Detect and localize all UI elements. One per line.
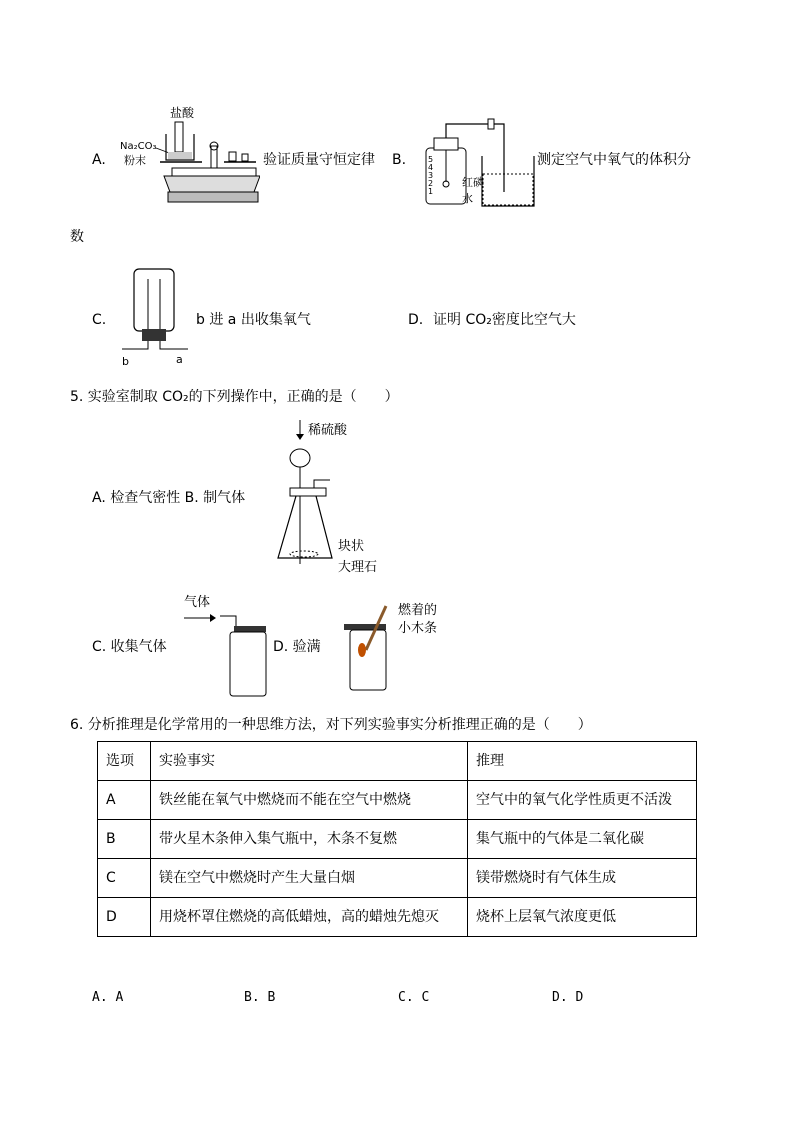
option-d-text: 证明 CO₂密度比空气大 bbox=[433, 312, 576, 328]
scale-1: 1 bbox=[428, 187, 434, 196]
gas-collection-figure bbox=[118, 265, 198, 369]
scale-3: 3 bbox=[428, 171, 434, 180]
label-a: a bbox=[176, 353, 183, 366]
q5-option-d: D. 验满 bbox=[273, 639, 321, 655]
option-b-text: 测定空气中氧气的体积分 bbox=[537, 152, 691, 168]
label-hcl: 盐酸 bbox=[170, 106, 195, 120]
label-acid: 稀硫酸 bbox=[308, 423, 348, 438]
option-d-letter: D. bbox=[408, 312, 424, 328]
q6-option-b: B. B bbox=[244, 990, 276, 1005]
q6-table bbox=[97, 741, 697, 937]
row-reasoning: 烧杯上层氧气浓度更低 bbox=[468, 898, 697, 937]
table-row bbox=[98, 898, 697, 937]
gas-generation-figure bbox=[272, 418, 392, 578]
label-na2co3: Na₂CO₃ bbox=[120, 141, 157, 152]
row-fact: 镁在空气中燃烧时产生大量白烟 bbox=[151, 859, 468, 898]
row-label: A bbox=[98, 781, 151, 820]
table-header-row bbox=[98, 742, 697, 781]
option-c-letter: C. bbox=[92, 312, 107, 328]
row-fact: 用烧杯罩住燃烧的高低蜡烛，高的蜡烛先熄灭 bbox=[151, 898, 468, 937]
option-b-text-cont: 数 bbox=[70, 229, 84, 245]
gas-bottle-figure bbox=[182, 592, 272, 698]
q5-option-c: C. 收集气体 bbox=[92, 639, 167, 655]
row-reasoning: 集气瓶中的气体是二氧化碳 bbox=[468, 820, 697, 859]
label-stick-2: 小木条 bbox=[398, 621, 438, 636]
row-label: C bbox=[98, 859, 151, 898]
header-option: 选项 bbox=[98, 742, 151, 781]
row-label: B bbox=[98, 820, 151, 859]
label-marble-1: 块状 bbox=[338, 539, 365, 554]
scale-5: 5 bbox=[428, 155, 434, 164]
table-row bbox=[98, 859, 697, 898]
row-label: D bbox=[98, 898, 151, 937]
header-fact: 实验事实 bbox=[151, 742, 468, 781]
q5-options-ab: A. 检查气密性 B. 制气体 bbox=[92, 490, 246, 506]
q6-stem: 6. 分析推理是化学常用的一种思维方法，对下列实验事实分析推理正确的是（ ） bbox=[70, 717, 592, 733]
label-gas: 气体 bbox=[184, 595, 211, 610]
row-reasoning: 空气中的氧气化学性质更不活泼 bbox=[468, 781, 697, 820]
label-powder: 粉末 bbox=[124, 154, 146, 167]
oxygen-volume-figure bbox=[418, 108, 538, 208]
label-b: b bbox=[122, 355, 129, 368]
table-row bbox=[98, 781, 697, 820]
option-c-text: b 进 a 出收集氧气 bbox=[196, 312, 311, 328]
q5-stem: 5. 实验室制取 CO₂的下列操作中，正确的是（ ） bbox=[70, 389, 399, 405]
row-fact: 铁丝能在氧气中燃烧而不能在空气中燃烧 bbox=[151, 781, 468, 820]
table-row bbox=[98, 820, 697, 859]
option-a-letter: A. bbox=[92, 152, 106, 168]
label-water: 水 bbox=[462, 192, 473, 205]
scale-2: 2 bbox=[428, 179, 434, 188]
balance-figure bbox=[120, 104, 260, 208]
header-reasoning: 推理 bbox=[468, 742, 697, 781]
option-b-letter: B. bbox=[392, 152, 407, 168]
q6-option-a: A. A bbox=[92, 990, 124, 1005]
row-reasoning: 镁带燃烧时有气体生成 bbox=[468, 859, 697, 898]
scale-4: 4 bbox=[428, 163, 434, 172]
label-phosphorus: 红磷 bbox=[462, 176, 484, 189]
option-a-text: 验证质量守恒定律 bbox=[263, 152, 375, 168]
q6-option-d: D. D bbox=[552, 990, 584, 1005]
q6-option-c: C. C bbox=[398, 990, 430, 1005]
check-full-figure bbox=[340, 600, 450, 694]
label-stick-1: 燃着的 bbox=[398, 603, 438, 618]
row-fact: 带火星木条伸入集气瓶中，木条不复燃 bbox=[151, 820, 468, 859]
label-marble-2: 大理石 bbox=[338, 560, 378, 575]
